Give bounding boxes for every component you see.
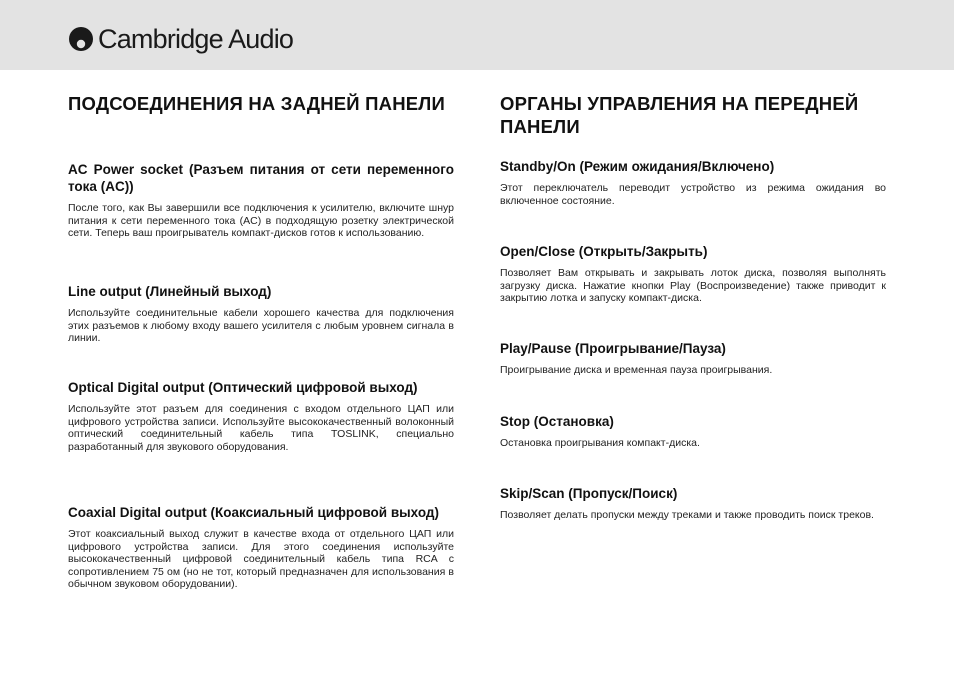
item-heading: Open/Close (Открыть/Закрыть) bbox=[500, 244, 708, 259]
item-play-pause bbox=[500, 340, 886, 377]
brand-name: Cambridge Audio bbox=[98, 23, 294, 54]
item-heading: Skip/Scan (Пропуск/Поиск) bbox=[500, 486, 678, 501]
item-heading: AC Power socket (Разъем питания от сети переменного тока (AC)) bbox=[68, 162, 454, 194]
item-heading: Play/Pause (Проигрывание/Пауза) bbox=[500, 341, 726, 356]
item-optical-output bbox=[68, 379, 454, 453]
item-text: Проигрывание диска и временная пауза проигрывания. bbox=[500, 364, 773, 376]
item-text: После того, как Вы завершили все подключения к усилителю, включите шнур питания к сети переменного тока (AC) в подходящую розетку электрической сети. Теперь ваш проигрыватель компакт-дисков готов к использованию. bbox=[68, 202, 454, 240]
page-header bbox=[0, 0, 954, 70]
item-stop bbox=[500, 413, 886, 450]
item-text: Остановка проигрывания компакт-диска. bbox=[500, 437, 700, 449]
item-text: Используйте этот разъем для соединения с входом отдельного ЦАП или цифрового устройства записи. Используйте высококачественный волоконный оптический соединительный кабель типа TOSLINK, специально разработанный для звукового оборудования. bbox=[68, 403, 454, 453]
item-heading: Coaxial Digital output (Коаксиальный цифровой выход) bbox=[68, 505, 439, 520]
item-heading: Line output (Линейный выход) bbox=[68, 284, 272, 299]
item-text: Используйте соединительные кабели хорошего качества для подключения этих разъемов к любому входу вашего усилителя с любым уровнем сигнала в линии. bbox=[68, 307, 454, 345]
brand-logo bbox=[68, 22, 293, 56]
item-ac-power bbox=[68, 161, 454, 240]
item-text: Этот коаксиальный выход служит в качестве входа от отдельного ЦАП или цифрового устройства записи. Для этого соединения используйте высококачественный цифровой соединительный кабель типа RCA с сопротивлением 75 ом (но не тот, который предназначен для использования в обычном звуковом оборудовании). bbox=[68, 528, 454, 591]
item-standby bbox=[500, 158, 886, 207]
rear-panel-section bbox=[68, 92, 454, 591]
item-text: Позволяет делать пропуски между треками и также проводить поиск треков. bbox=[500, 509, 874, 521]
item-heading: Standby/On (Режим ожидания/Включено) bbox=[500, 159, 775, 174]
section-title-rear-panel: ПОДСОЕДИНЕНИЯ НА ЗАДНЕЙ ПАНЕЛИ bbox=[68, 93, 445, 114]
section-title-front-panel: ОРГАНЫ УПРАВЛЕНИЯ НА ПЕРЕДНЕЙ ПАНЕЛИ bbox=[500, 93, 859, 137]
item-coaxial-output bbox=[68, 504, 454, 591]
item-skip-scan bbox=[500, 485, 886, 522]
item-text: Позволяет Вам открывать и закрывать лоток диска, позволяя выполнять загрузку диска. Нажатие кнопки Play (Воспроизведение) также приводит к закрытию лотка и запуску компакт-диска. bbox=[500, 267, 886, 305]
item-heading: Stop (Остановка) bbox=[500, 414, 614, 429]
item-line-output bbox=[68, 283, 454, 345]
item-text: Этот переключатель переводит устройство из режима ожидания во включенное состояние. bbox=[500, 182, 886, 207]
item-heading: Optical Digital output (Оптический цифровой выход) bbox=[68, 380, 418, 395]
front-panel-section bbox=[500, 92, 886, 521]
cambridge-audio-logo-icon bbox=[68, 26, 94, 52]
item-open-close bbox=[500, 243, 886, 305]
